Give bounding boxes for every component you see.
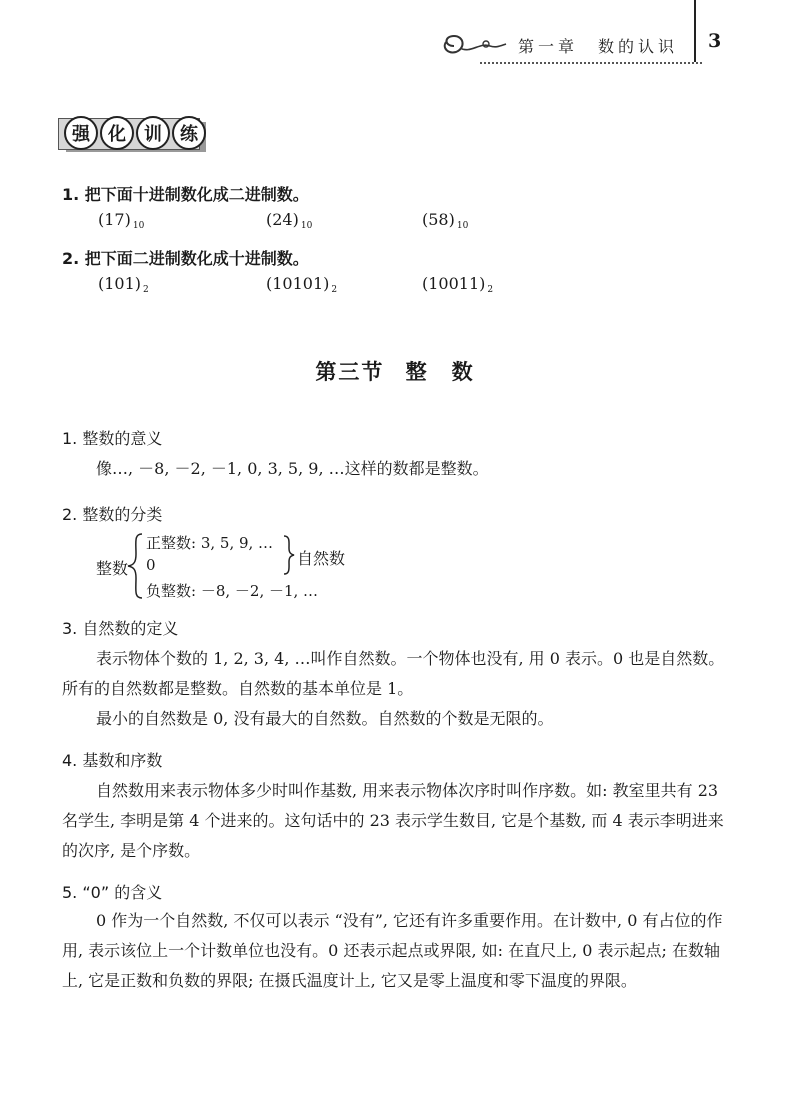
classification-label: 整数 — [96, 559, 129, 578]
practice-question-1: 1. 把下面十进制数化成二进制数。 — [62, 185, 309, 204]
q2-item-1: (101) $_2$ — [98, 274, 149, 295]
q1-item-1: (17) $_{10}$ — [98, 210, 145, 231]
q2-item-2: (10101) $_2$ — [266, 274, 338, 295]
right-brace-icon — [282, 534, 296, 576]
badge-char: 化 — [100, 116, 134, 150]
zero-item: 0 — [146, 556, 156, 574]
topic-3-para-2: 最小的自然数是 0, 没有最大的自然数。自然数的个数是无限的。 — [96, 709, 554, 728]
topic-4-para: 自然数用来表示物体多少时叫作基数, 用来表示物体次序时叫作序数。如: 教室里共有 23 名学生, 李明是第 4 个进来的。这句话中的 23 表示学生数目, 它是个基数, 而 4 表示李明进来的次序, 是个序数。 — [62, 781, 724, 860]
left-brace-icon — [126, 532, 144, 600]
topic-5-para: 0 作为一个自然数, 不仅可以表示 “没有”, 它还有许多重要作用。在计数中, 0 有占位的作用, 表示该位上一个计数单位也没有。0 还表示起点或界限, 如: 在直尺上, 0 表示起点; 在数轴上, 它是正数和负数的界限; 在摄氏温度计上, 它又是零上温度和零下温度的界限。 — [62, 911, 723, 990]
header-dotted-rule — [480, 62, 702, 64]
practice-badge — [58, 112, 208, 158]
q1-item-3: (58) $_{10}$ — [422, 210, 469, 231]
positive-integers: 正整数: 3, 5, 9, … — [146, 534, 274, 552]
topic-2-heading: 2. 整数的分类 — [62, 505, 163, 524]
badge-char: 强 — [64, 116, 98, 150]
page-number: 3 — [708, 30, 722, 52]
practice-question-2: 2. 把下面二进制数化成十进制数。 — [62, 249, 309, 268]
topic-3-para-1: 表示物体个数的 1, 2, 3, 4, …叫作自然数。一个物体也没有, 用 0 表示。0 也是自然数。所有的自然数都是整数。自然数的基本单位是 1。 — [62, 649, 725, 698]
chapter-title: 第一章 数的认识 — [518, 37, 679, 56]
q2-item-3: (10011) $_2$ — [422, 274, 494, 295]
natural-numbers-label: 自然数 — [297, 549, 346, 568]
swirl-ornament-icon — [440, 32, 510, 58]
q1-item-2: (24) $_{10}$ — [266, 210, 313, 231]
topic-1-heading: 1. 整数的意义 — [62, 429, 163, 448]
badge-char: 训 — [136, 116, 170, 150]
running-header — [440, 28, 710, 64]
negative-integers: 负整数: －8, －2, －1, … — [146, 582, 319, 600]
topic-3-heading: 3. 自然数的定义 — [62, 619, 179, 638]
topic-1-body: 像…, －8, －2, －1, 0, 3, 5, 9, …这样的数都是整数。 — [96, 459, 489, 478]
badge-char: 练 — [172, 116, 206, 150]
header-vertical-rule — [694, 0, 696, 62]
topic-5-heading: 5. “0” 的含义 — [62, 883, 163, 902]
section-title: 第三节 整 数 — [315, 360, 475, 384]
topic-4-heading: 4. 基数和序数 — [62, 751, 163, 770]
